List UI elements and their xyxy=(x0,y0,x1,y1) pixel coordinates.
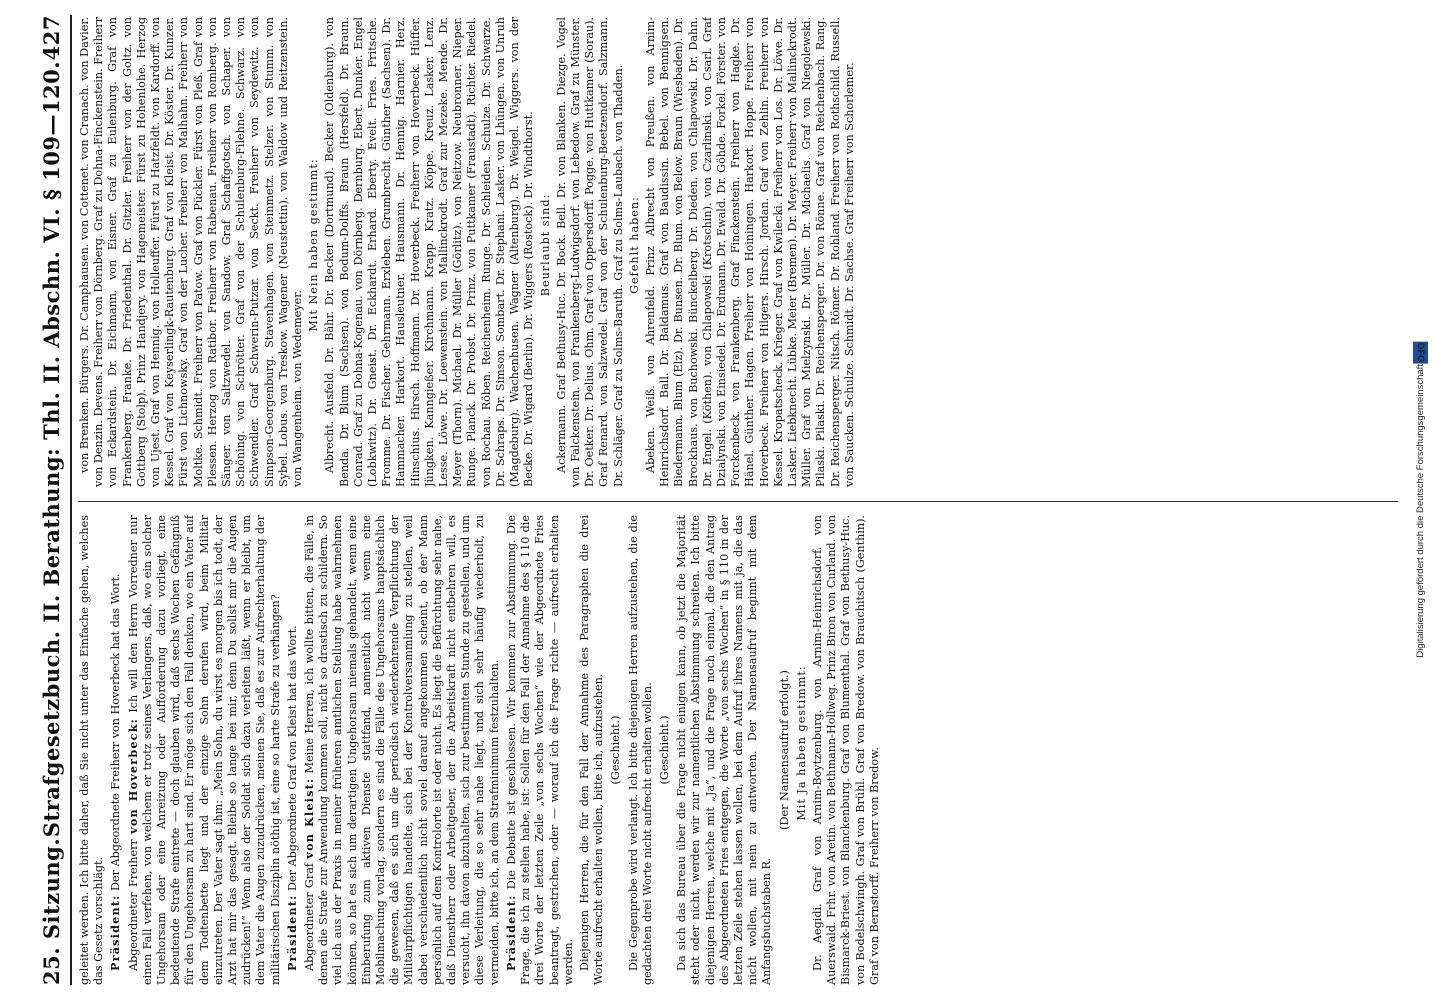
paragraph xyxy=(126,515,283,985)
name-list: von Brenken. Bürgers. Dr. Camphausen. von Cottenet. von Cranach. von Davier. von Denzin. Devens. Freiherr von Dörnberg. Graf zu Dohna-Finckenstein. Freiherr von Eckardstein. Dr. Eichmann. von Eisner. Graf zu Eulenburg. Graf von Frankenberg. Franke. Dr. Friedenthal. Dr. Gitzler. Freiherr von der Goltz. von Gottberg (Stolp). Prinz Handjery. von Hagemeister. Fürst zu Hohenlohe. Herzog von Ujest. Graf von Hennig. von Holleuffer. Fürst zu Hatzfeldt. von Kardorff. von Kessel. Graf von Keyserlingk-Rautenburg. Graf von Kleist. Dr. Köster. Dr. Kunzer. Fürst von Lichnowsky. Graf von der Lucher. Freiherr von Malhahn. Freiherr von Moltke. Schmidt. Freiherr von Patow. Graf von Pückler. Fürst von Pleß. Graf von Plessen. Herzog von Ratibor. Freiherr von Rabenau. Freiherr von Romberg. von Sänger. von Saltzwedel. von Sandow. Graf Schaffgotsch. von Schaper. von Schöning. von Schrötter. Graf von der Schulenburg-Filehne. Schwarz. von Schwendler. Graf Schwerin-Putzar. von Seckt. Freiherr von Seydewitz. von Simpson-Georgenburg. Stavenhagen. von Steinmetz. Stelzer. von Stumm. von Sybel. Lobus. von Treskow. Wagener (Neustettin). von Waldow und Reitzenstein. von Wangenheim. von Wedemeyer. xyxy=(78,17,305,487)
vote-heading: Mit Nein haben gestimmt: xyxy=(307,158,321,332)
paragraph xyxy=(285,515,300,985)
speech-text: Ich will den Herrn Vorredner nur einen Fall verfehen, von welchem er trotz seines Verlangens, daß, wo ein solcher Ungehorsam oder eine Anreizung oder Aufforderung dazu vorliegt, eine bedeutende Strafe eintrete — doch glauben wird, daß sechs Wochen Gefängniß für den Ungehorsam zu hart sind. Er möge sich den Fall denken, wo ein Vater auf dem Todtenbette liegt und der einzige Sohn derufen wird, beim Militär einzutreten. Der Vater sagt ihm: „Mein Sohn, du wirst es morgen bis ich todt, der Arzt hat mir das gesagt. Bleibe so lange bei mir, denn Du sollst mir die Augen zudrücken!“ Wenn also der Soldat sich dazu verleiten läßt, wenn er bleibt, um dem Vater die Augen zuzudrücken, meinen Sie, daß es zur Aufrechterhaltung der militärischen Disziplin nöthig ist, eine so harte Strafe zu verhängen? xyxy=(126,515,282,985)
stage-direction: (Geschieht.) xyxy=(609,715,623,785)
vote-heading: Mit Ja haben gestimmt: xyxy=(794,665,808,821)
speaker-label: Präsident: xyxy=(284,894,299,971)
stage-direction: (Geschieht.) xyxy=(657,715,671,785)
paragraph: Die Gegenprobe wird verlangt. Ich bitte diejenigen Herren aufzustehen, die die gedachten drei Worte nicht aufrecht erhalten wollen. xyxy=(626,515,654,985)
header-rule xyxy=(70,15,72,985)
name-list: Ackermann. Graf Bethusy-Huc. Dr. Bock. Bell. Dr. von Blanken. Diezge. Vogel von Falckenstein. von Frankenberg-Ludwigsdorf. von Lebedow. Graf zu Münster. Dr. Oetker. Dr. Delius. Ohm. Graf von Oppersdorff. Pogge. von Huttkamer (Sorau). Graf Renard. von Salzwedel. Graf von der Schulenburg-Beetzendorf. Salzmann. Dr. Schläger. Graf zu Solms-Baruth. Graf zu Solms-Laubach. von Thadden. xyxy=(554,17,625,487)
paragraph: geleitet werden. Ich bitte daher, daß Sie nicht unter das Einfache gehen, welches das Gesetz vorschlägt. xyxy=(78,515,106,985)
vote-heading: Gefehlt haben: xyxy=(627,196,641,294)
name-list: Dr. Aegidi. Graf von Arnim-Boytzenburg. von Arnim-Heinrichsdorf. von Auerswald. Frhr. von Aretin. von Bethmann-Hollweg. Prinz Biron von Curland. von Bismarck-Briest. von Blanckenburg. Graf von Blumenthal. Graf von Bethusy-Huc. von Bodelschwingh. Graf von Brühl. Graf von Bredow. von Brauchitsch (Genthin). Graf von Bernstorff. Freiherr von Bredow. xyxy=(810,515,881,985)
rotated-page xyxy=(12,5,1412,995)
digitization-text xyxy=(1413,342,1432,658)
right-column xyxy=(78,17,1398,487)
speaker-name: von Hoverbeck: xyxy=(125,718,140,834)
speech-text: Meine Herren, ich wollte bitten, die Fälle, in denen die Strafe zur Anwendung kommen soll, nicht so drastisch zu schildern. So viel ich aus der Praxis in meiner früheren amtlichen Stellung habe wahrnehmen können, so hat es sich um derartigen Ungehorsam niemals gehandelt, wenn eine Einberufung zum aktiven Dienste stattfand, namentlich nicht wenn eine Mobilmachung vorlag, sondern es sind die Fälle des Ungehorsams hauptsächlich die gewesen, daß es sich um die periodisch wiederkehrende Verpflichtung der Militairpflichtigen handelte, sich bei der Kontrolversammlung zu stellen, weil dabei verschiedentlich nicht soviel darauf angekommen scheint, ob der Mann persönlich auf dem Kontrolorte ist oder nicht. Es liegt die Befürchtung sehr nahe, daß Dienstherr oder Arbeitgeber, der die Arbeitskraft nicht entbehren will, es versucht, ihn davon abzuhalten, sich zur bestimmten Stunde zu gestellen, und um diese Verleitung, die so sehr nahe liegt, und sich sehr häufig wiederholt, zu vermeiden, bitte ich, an dem Strafminimum festzuhalten. xyxy=(303,515,501,985)
speaker-label: Präsident: xyxy=(108,894,123,971)
speaker-intro: Abgeordneter Freiherr xyxy=(126,839,140,971)
dfg-logo: DFG xyxy=(1414,343,1426,364)
name-list: Albrecht. Ausfeld. Dr. Bähr. Dr. Becker (Dortmund). Becker (Oldenburg). von Benda. Dr. Blum (Sachsen). von Bodum-Dolffs. Braun (Hersfeld). Dr. Braun. Conrad. Graf zu Dohna-Kogenau. von Dörnberg. Dernburg. Ebert. Dunker. Engel (Lobkwitz). Dr. Gneist. Dr. Eckhardt. Erhard. Eberty. Evelt. Fries. Fritsche. Fromme. Dr. Fischer. Gehrmann. Erxleben. Grumbrecht. Günther (Sachsen). Dr. Hammacher. Harkort. Hausleutner. Hausmann. Dr. Hennig. Harnier. Herz. Hinschius. Hirsch. Hoffmann. Dr. Hoverbeck. Freiherr von Hoverbeck. Hüffer. Jüngken. Kanngießer. Kirchmann. Krapp. Kratz. Köppe. Kreuz. Lasker. Lenz. Lesse. Löwe. Dr. Loewenstein. von Mallinckrodt. Graf zur Mezeke. Mende. Dr. Meyer (Thorn). Michael. Dr. Müller (Görlitz). von Neitzow. Neubronner. Nieper. Runge. Planck. Dr. Probst. Dr. Prinz. von Puttkamer (Fraustadt). Richter. Riedel. von Rochau. Röben. Reichenheim. Runge. Dr. Schleiden. Schulze. Dr. Schwarze. Dr. Schraps. Dr. Simson. Sombart. Dr. Stephani. Lasker. von Lhüngen. von Unruh (Magdeburg). Wachenhusen. Wagner (Altenburg). Dr. Weigel. Wiggers. von der Becke. Dr. Wigard (Berlin). Dr. Wiggers (Rostock). Dr. Windthorst. xyxy=(323,17,536,487)
left-column xyxy=(78,515,1398,985)
speech-text: Die Debatte ist geschlossen. Wir kommen zur Abstimmung. Die Frage, die ich zu stellen habe, ist: Sollen für den Fall der Annahme des § 110 die drei Worte der letzten Zeile „von sechs Wochen“ wie der Abgeordnete Fries beantragt, gestrichen, oder — worauf ich die Frage richte — aufrecht erhalten werden. xyxy=(504,515,575,985)
funding-note: Digitalisierung gefördert durch die Deutsche Forschungsgemeinschaft xyxy=(1414,364,1426,658)
speaker-label: Präsident: xyxy=(503,894,518,971)
section-title: Strafgesetzbuch. II. Berathung: Thl. II. Abschn. VI. § 109—120. xyxy=(38,60,64,838)
paragraph xyxy=(108,515,123,985)
session-label: 25. Sitzung. xyxy=(38,837,64,985)
vote-heading: Beurlaubt sind: xyxy=(538,193,552,297)
speech-text: Der Abgeordnete Graf von Kleist hat das Wort. xyxy=(285,625,299,891)
page-header xyxy=(34,15,68,985)
paragraph xyxy=(504,515,576,985)
column-divider xyxy=(78,501,1398,502)
paragraph: Da sich das Bureau über die Frage nicht einigen kann, ob jetzt die Majorität steht oder nicht, werden wir zur namentlichen Abstimmung schreiten. Ich bitte diejenigen Herren, welche mit „Ja“, und die Frage noch einmal, die den Antrag des Abgeordneten Fries entgegen, die Worte „von sechs Wochen“ in § 110 in der letzten Zeile stehen lassen wollen, bei dem Aufruf ihres Namens mit ja, die das nicht wollen, mit nein zu antworten. Der Namensaufruf beginnt mit dem Anfangsbuchstaben R. xyxy=(675,515,774,985)
stage-direction: (Der Namensaufruf erfolgt.) xyxy=(777,670,791,830)
paragraph: Diejenigen Herren, die für den Fall der Annahme des Paragraphen die drei Worte aufrecht erhalten wollen, bitte ich, aufzustehen. xyxy=(577,515,606,985)
speech-text: Der Abgeordnete Freiherr von Hoverbeck hat das Wort. xyxy=(109,573,123,891)
speaker-name: von Kleist: xyxy=(302,777,317,859)
digitization-note xyxy=(1416,20,1430,980)
name-list: Abeken. Weiß. von Ahrenfeld. Prinz Albrecht von Preußen. von Arnim-Heinrichsdorf. Ball. Dr. Baldamus. Graf von Baudissin. Bebel. von Bennigsen. Biedermann. Blum (Elz). Dr. Bunsen. Dr. Blum. von Below. Braun (Wiesbaden). Dr. Brockhaus. von Buchowski. Bünckelberg. Dr. Dieden. von Chlapowski. Dr. Dahn. Dr. Engel. (Köthen). von Chlapowski (Krotschin). von Czarlinski. von Csarl. Graf Dzialynski. von Einsiedel. Dr. Erdmann. Dr. Ewald. Dr. Göhde. Forkel. Förster. von Forckenbeck. von Frankenberg. Graf Finckenstein. Freiherr von Hagke. Dr. Hänel. Günther. Hagen. Freiherr von Hoiningen. Harkort. Hoppe. Freiherr von Hoverbeck. Freiherr von Hilgers. Hirsch. Jordan. Graf von Zehlin. Freiherr von Kessel. Kropatscheck. Krieger. Graf von Kwilecki. Freiherr von Los. Dr. Löwe. Dr. Lasker. Liebknecht. Lübke. Meier (Bremen). Dr. Meyer. Freiherr von Mallinckrodt. Müller. Graf von Mielzynski. Dr. Müller. Dr. Michaelis. Graf von Niegolewski. Pilaski. Pilaski. Dr. Reichensperger. Dr. von Rönne. Graf von Reichenbach. Rang. Dr. Reichensperger. Nitsch. Römer. Dr. Rohland. Freiherr von Rothschild. Russell. von Saucken. Schulze. Schmidt. Dr. Sachse. Graf Freiherr von Schorlemer. xyxy=(643,17,856,487)
page-number: 427 xyxy=(38,15,64,61)
paragraph xyxy=(302,515,502,985)
speaker-intro: Abgeordneter Graf xyxy=(303,862,317,971)
